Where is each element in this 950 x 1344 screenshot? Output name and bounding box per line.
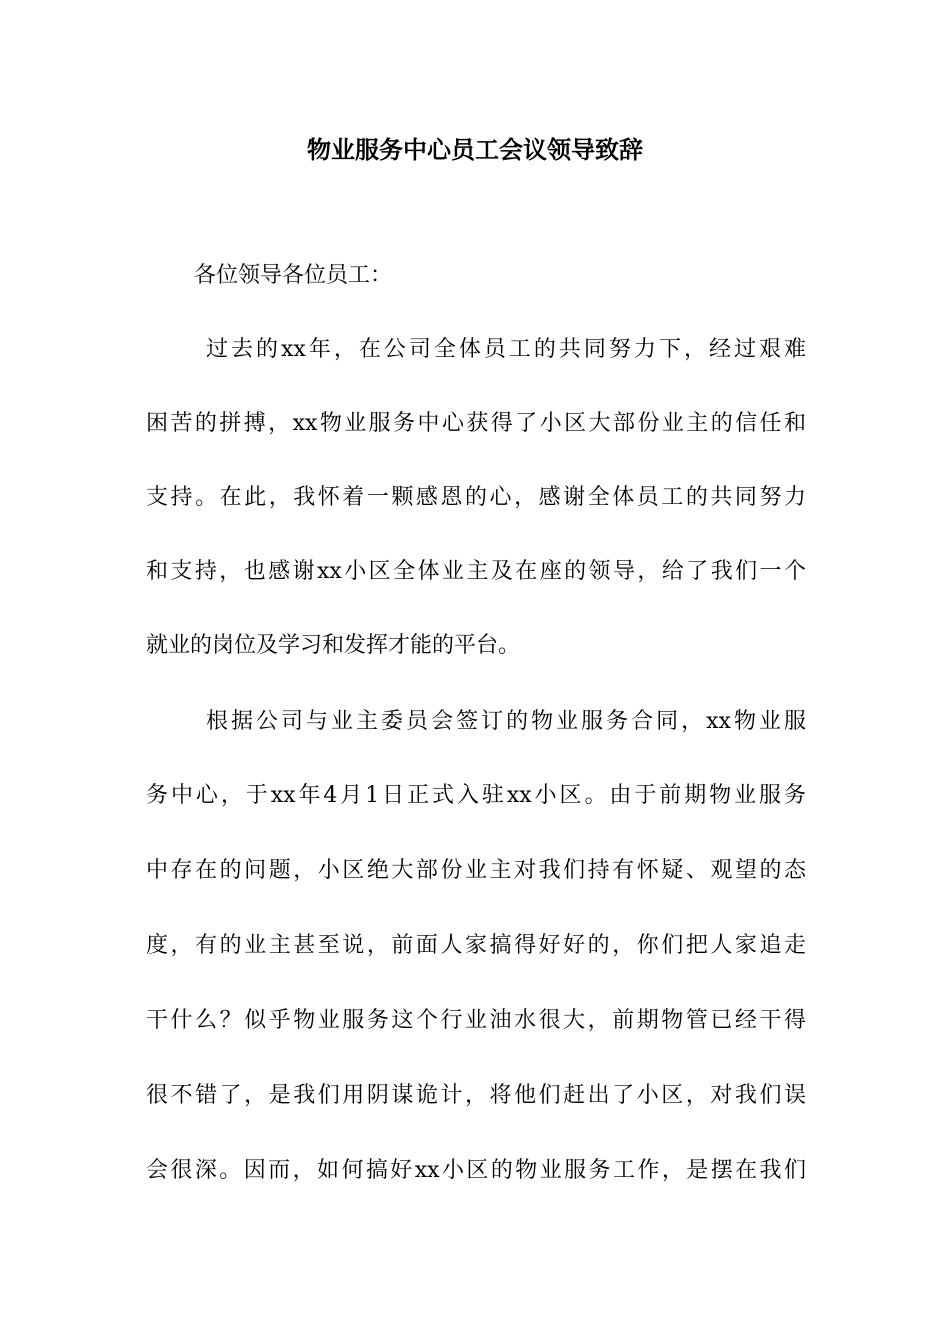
paragraph-line: 困苦的拼搏，xx物业服务中心获得了小区大部份业主的信任和 xyxy=(146,411,806,436)
paragraph-line: 会很深。因而，如何搞好xx小区的物业服务工作，是摆在我们 xyxy=(146,1158,806,1183)
salutation: 各位领导各位员工： xyxy=(194,263,393,288)
paragraph-line: 过去的xx年，在公司全体员工的共同努力下，经过艰难 xyxy=(206,337,806,362)
paragraph-line: 就业的岗位及学习和发挥才能的平台。 xyxy=(146,633,521,658)
paragraph-line: 中存在的问题，小区绝大部份业主对我们持有怀疑、观望的态 xyxy=(146,858,806,883)
paragraph-line: 务中心，于xx年4月1日正式入驻xx小区。由于前期物业服务 xyxy=(146,783,806,808)
document-title: 物业服务中心员工会议领导致辞 xyxy=(307,135,643,164)
paragraph-line: 干什么？似乎物业服务这个行业油水很大，前期物管已经干得 xyxy=(146,1008,806,1033)
paragraph-line: 很不错了，是我们用阴谋诡计，将他们赶出了小区，对我们误 xyxy=(146,1083,806,1108)
paragraph-line: 度，有的业主甚至说，前面人家搞得好好的，你们把人家追走 xyxy=(146,933,806,958)
paragraph-line: 支持。在此，我怀着一颗感恩的心，感谢全体员工的共同努力 xyxy=(146,485,806,510)
paragraph-line: 根据公司与业主委员会签订的物业服务合同，xx物业服 xyxy=(206,709,806,734)
paragraph-line: 和支持，也感谢xx小区全体业主及在座的领导，给了我们一个 xyxy=(146,559,806,584)
